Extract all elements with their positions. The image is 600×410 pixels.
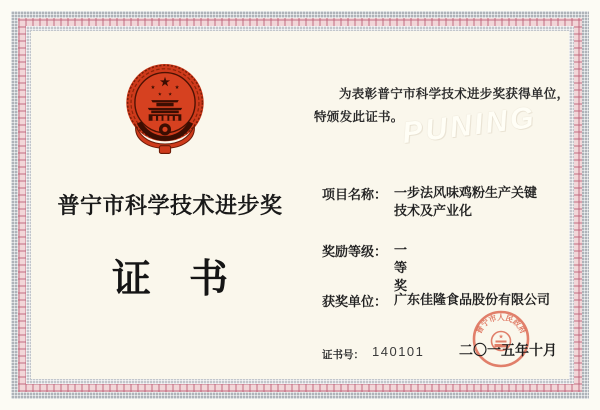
commendation-text: 为表彰普宁市科学技术进步奖获得单位，特颁发此证书。 xyxy=(314,87,570,124)
government-round-seal-icon xyxy=(471,308,531,370)
certificate-title-char-2: 书 xyxy=(189,258,229,301)
certificate-title-char-1: 证 xyxy=(111,258,151,301)
field-project-name-value: 一步法风味鸡粉生产关键技术及产业化 xyxy=(394,185,538,218)
puning-watermark: PUNING xyxy=(400,100,539,151)
certificate-number-label: 证书号： xyxy=(322,349,364,361)
field-award-grade-label: 奖励等级： xyxy=(322,244,388,259)
field-awarded-unit-label: 获奖单位： xyxy=(322,294,388,309)
certificate-title xyxy=(30,248,310,304)
china-national-emblem-icon xyxy=(122,60,208,160)
seal-arc-text: 普宁市人民政府 xyxy=(474,312,528,336)
award-title: 普宁市科学技术进步奖 xyxy=(57,193,283,218)
field-project-name-label: 项目名称： xyxy=(322,187,388,202)
field-award-grade-value: 一等奖 xyxy=(394,242,408,293)
field-awarded-unit-value: 广东佳隆食品股份有限公司 xyxy=(394,292,551,307)
issue-date: 二〇一五年十月 xyxy=(459,342,557,358)
certificate-number-value: 140101 xyxy=(372,344,425,359)
